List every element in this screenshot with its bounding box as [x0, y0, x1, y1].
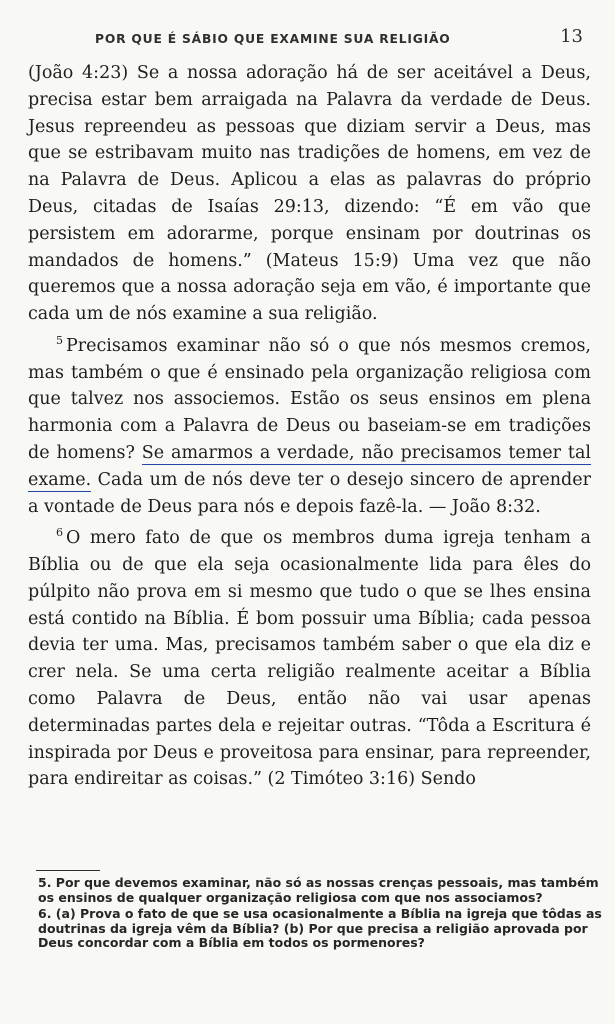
page-number: 13 [560, 26, 583, 47]
question-5: 5. Por que devemos examinar, não só as nossas crenças pessoais, mas também os ensinos de qualquer organização religiosa com que nos associamos? [38, 875, 599, 905]
paragraph-4-continued: (João 4:23) Se a nossa adoração há de ser aceitável a Deus, precisa estar bem arraigada na Palavra da verdade de Deus. Jesus repreendeu as pessoas que diziam servir a Deus, mas que se estribavam muito nas tradições de homens, em vez de na Palavra de Deus. Aplicou a elas as palavras do próprio Deus, citadas de Isaías 29:13, dizendo: “É em vão que persistem em adorarme, porque ensinam por doutrinas os mandados de homens.” (Mateus 15:9) Uma vez que não queremos que a nossa adoração seja em vão, é importante que cada um de nós examine a sua religião. [28, 63, 591, 325]
paragraph-5-text-end: Cada um de nós deve ter o desejo sincero de aprender a vontade de Deus para nós e depois fazê-la. — João 8:32. [28, 469, 591, 517]
body-text [28, 60, 591, 793]
underlined-sentence: Se amarmos a verdade, não precisamos temer tal exame. [28, 442, 591, 490]
paragraph-6 [28, 520, 591, 793]
paragraph-5 [28, 328, 591, 520]
running-head: POR QUE É SÁBIO QUE EXAMINE SUA RELIGIÃO [95, 32, 451, 46]
study-questions [38, 876, 606, 953]
question-6: 6. (a) Prova o fato de que se usa ocasionalmente a Bíblia na igreja que tôdas as doutrinas da igreja vêm da Bíblia? (b) Por que precisa a religião aprovada por Deus concordar com a Bíblia em todos os pormenores? [38, 906, 602, 951]
paragraph-5-text: Precisamos examinar não só o que nós mesmos cremos, mas também o que é ensinado pela organização religiosa com que talvez nos associemos. Estão os seus ensinos em plena harmonia com a Palavra de Deus ou baseiam-se em tradições de homens? [28, 335, 591, 463]
paragraph-6-text: O mero fato de que os membros duma igreja tenham a Bíblia ou de que ela seja ocasionalmente lida para êles do púlpito não prova em si mesmo que tudo o que se lhes ensina está contido na Bíblia. É bom possuir uma Bíblia; cada pessoa devia ter uma. Mas, precisamos também saber o que ela diz e crer nela. Se uma certa religião realmente aceitar a Bíblia como Palavra de Deus, então não vai usar apenas determinadas partes dela e rejeitar outras. “Tôda a Escritura é inspirada por Deus e proveitosa para ensinar, para repreender, para endireitar as coisas.” (2 Timóteo 3:16) Sendo [28, 528, 591, 790]
footnote-rule [36, 870, 100, 871]
paragraph-number-5: 5 [56, 333, 63, 347]
paragraph-number-6: 6 [56, 526, 63, 540]
page-header [95, 26, 595, 48]
